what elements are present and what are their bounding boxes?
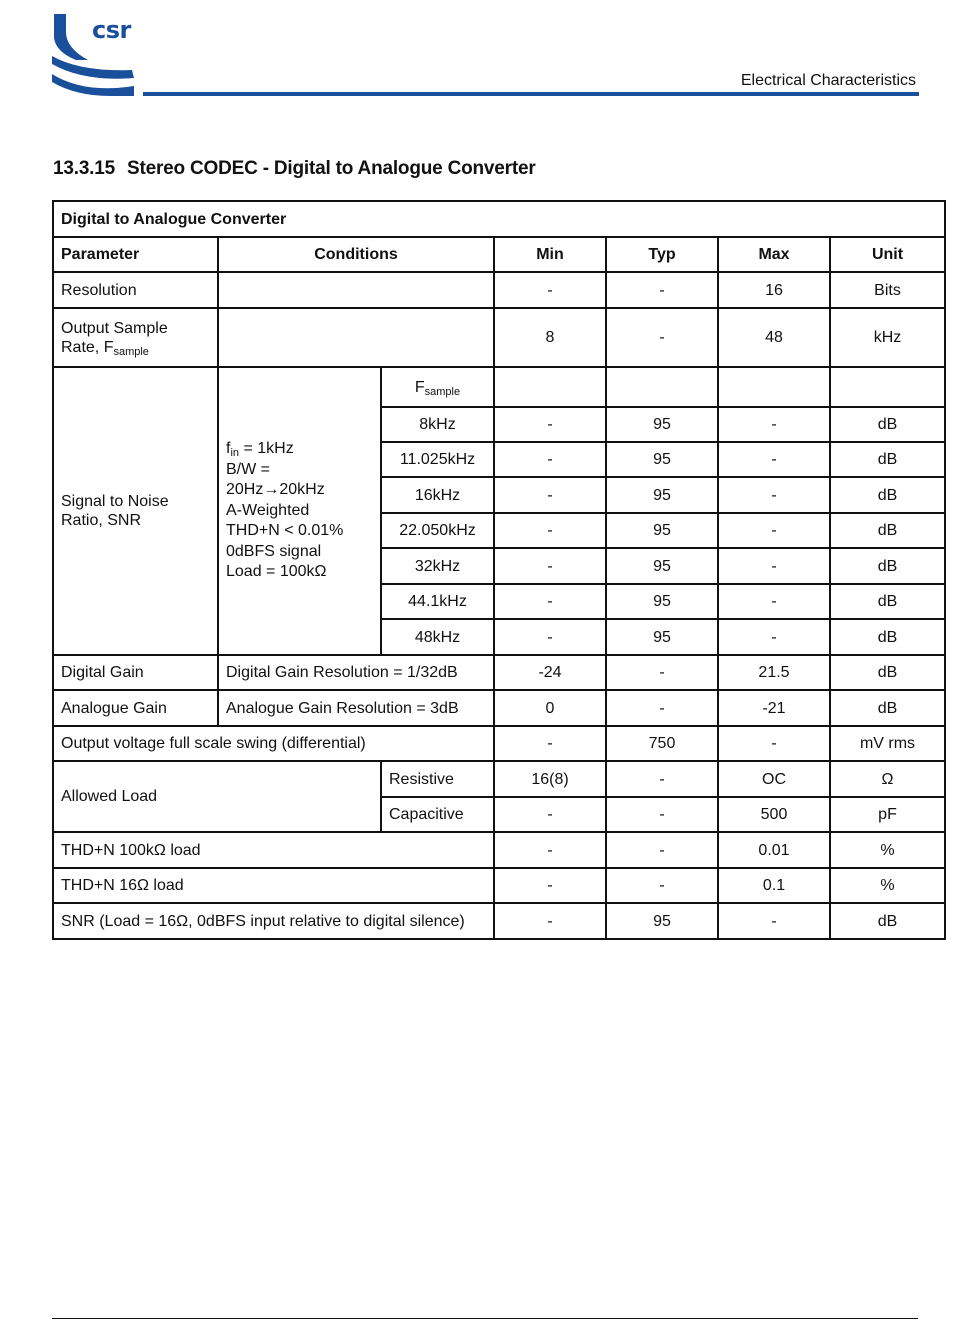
snr-typ: 95 <box>606 584 718 619</box>
analogue-gain-typ: - <box>606 690 718 726</box>
cond-snr-thd: THD+N < 0.01% <box>226 522 344 540</box>
allowed-load-capacitive-label: Capacitive <box>381 797 494 832</box>
snr-min: - <box>494 619 606 655</box>
snr-fs: 22.050kHz <box>381 513 494 548</box>
param-resolution: Resolution <box>53 272 218 308</box>
snr-unit: dB <box>830 584 945 619</box>
param-snr-line1: Signal to Noise <box>61 493 169 510</box>
snr-unit: dB <box>830 442 945 477</box>
param-snr-16: SNR (Load = 16Ω, 0dBFS input relative to digital silence) <box>53 903 494 939</box>
header-rule <box>143 92 919 96</box>
table-title: Digital to Analogue Converter <box>53 201 945 237</box>
digital-gain-typ: - <box>606 655 718 690</box>
cond-snr-signal: 0dBFS signal <box>226 542 322 560</box>
thd-16-max: 0.1 <box>718 868 830 903</box>
snr-fs: 8kHz <box>381 407 494 442</box>
param-sample-rate-line1: Output Sample <box>61 319 168 337</box>
col-header-min: Min <box>494 237 606 272</box>
cond-snr-weighting: A-Weighted <box>226 501 310 519</box>
thd-100k-min: - <box>494 832 606 868</box>
param-snr-line2: Ratio, SNR <box>61 512 142 529</box>
analogue-gain-min: 0 <box>494 690 606 726</box>
table-row <box>53 903 945 939</box>
table-row <box>53 832 945 868</box>
snr-min: - <box>494 407 606 442</box>
cond-sample-rate <box>218 308 494 367</box>
snr-max: - <box>718 442 830 477</box>
resistive-unit: Ω <box>830 761 945 797</box>
table-row <box>53 308 945 367</box>
resistive-min: 16(8) <box>494 761 606 797</box>
col-header-conditions: Conditions <box>218 237 494 272</box>
col-header-unit: Unit <box>830 237 945 272</box>
section-title: Stereo CODEC - Digital to Analogue Converter <box>127 158 536 179</box>
cond-snr-fin-value: = 1kHz <box>239 440 294 458</box>
output-swing-max: - <box>718 726 830 761</box>
param-allowed-load: Allowed Load <box>53 761 381 832</box>
table-row <box>53 690 945 726</box>
table-row <box>53 367 945 407</box>
param-snr <box>53 367 218 655</box>
cond-snr-fin-sub: in <box>230 447 240 460</box>
table-row <box>53 726 945 761</box>
capacitive-unit: pF <box>830 797 945 832</box>
snr-16-typ: 95 <box>606 903 718 939</box>
thd-100k-typ: - <box>606 832 718 868</box>
snr-max: - <box>718 513 830 548</box>
param-sample-rate <box>53 308 218 367</box>
param-thd-100k: THD+N 100kΩ load <box>53 832 494 868</box>
footer-rule <box>52 1318 918 1319</box>
sample-rate-typ: - <box>606 308 718 367</box>
param-sample-rate-line2 <box>61 338 210 357</box>
snr-16-max: - <box>718 903 830 939</box>
snr-max: - <box>718 407 830 442</box>
analogue-gain-max: -21 <box>718 690 830 726</box>
table-header-row <box>53 237 945 272</box>
param-digital-gain: Digital Gain <box>53 655 218 690</box>
capacitive-typ: - <box>606 797 718 832</box>
thd-100k-unit: % <box>830 832 945 868</box>
logo-wordmark: csr <box>92 16 131 44</box>
snr-typ: 95 <box>606 619 718 655</box>
fsample-header-min <box>494 367 606 407</box>
cond-resolution <box>218 272 494 308</box>
cond-analogue-gain: Analogue Gain Resolution = 3dB <box>218 690 494 726</box>
snr-fs: 44.1kHz <box>381 584 494 619</box>
thd-100k-max: 0.01 <box>718 832 830 868</box>
snr-min: - <box>494 584 606 619</box>
thd-16-unit: % <box>830 868 945 903</box>
cond-snr-range: 20Hz→20kHz <box>226 481 325 499</box>
table-row <box>53 655 945 690</box>
sample-rate-max: 48 <box>718 308 830 367</box>
snr-min: - <box>494 442 606 477</box>
param-thd-16: THD+N 16Ω load <box>53 868 494 903</box>
cond-snr-fin-label: f <box>226 440 231 458</box>
snr-unit: dB <box>830 407 945 442</box>
digital-gain-min: -24 <box>494 655 606 690</box>
sample-rate-unit: kHz <box>830 308 945 367</box>
cond-snr-fin <box>226 439 373 460</box>
resolution-unit: Bits <box>830 272 945 308</box>
snr-16-min: - <box>494 903 606 939</box>
fsample-header-sub: sample <box>424 385 461 398</box>
fsample-header-typ <box>606 367 718 407</box>
snr-typ: 95 <box>606 513 718 548</box>
section-label: Electrical Characteristics <box>740 72 916 89</box>
thd-16-typ: - <box>606 868 718 903</box>
capacitive-max: 500 <box>718 797 830 832</box>
thd-16-min: - <box>494 868 606 903</box>
output-swing-typ: 750 <box>606 726 718 761</box>
sample-rate-min: 8 <box>494 308 606 367</box>
fsample-header-max <box>718 367 830 407</box>
snr-unit: dB <box>830 513 945 548</box>
resistive-typ: - <box>606 761 718 797</box>
section-heading <box>53 158 536 180</box>
fsample-header-unit <box>830 367 945 407</box>
param-output-swing: Output voltage full scale swing (differential) <box>53 726 494 761</box>
table-title-row <box>53 201 945 237</box>
snr-unit: dB <box>830 619 945 655</box>
snr-min: - <box>494 513 606 548</box>
table-row <box>53 868 945 903</box>
cond-snr <box>218 367 381 655</box>
dac-spec-table <box>52 200 946 940</box>
cond-snr-load: Load = 100kΩ <box>226 563 327 581</box>
snr-max: - <box>718 619 830 655</box>
fsample-header <box>381 367 494 407</box>
snr-min: - <box>494 548 606 584</box>
snr-fs: 16kHz <box>381 477 494 513</box>
snr-typ: 95 <box>606 477 718 513</box>
snr-fs: 11.025kHz <box>381 442 494 477</box>
allowed-load-resistive-label: Resistive <box>381 761 494 797</box>
snr-typ: 95 <box>606 548 718 584</box>
analogue-gain-unit: dB <box>830 690 945 726</box>
snr-fs: 32kHz <box>381 548 494 584</box>
snr-unit: dB <box>830 477 945 513</box>
table-row <box>53 761 945 797</box>
snr-max: - <box>718 584 830 619</box>
resistive-max: OC <box>718 761 830 797</box>
section-number: 13.3.15 <box>53 158 115 179</box>
snr-max: - <box>718 548 830 584</box>
digital-gain-max: 21.5 <box>718 655 830 690</box>
cond-snr-bw: B/W = <box>226 460 271 478</box>
snr-typ: 95 <box>606 407 718 442</box>
col-header-parameter: Parameter <box>53 237 218 272</box>
fsample-header-label: F <box>414 378 425 396</box>
snr-min: - <box>494 477 606 513</box>
cond-digital-gain: Digital Gain Resolution = 1/32dB <box>218 655 494 690</box>
col-header-typ: Typ <box>606 237 718 272</box>
snr-max: - <box>718 477 830 513</box>
param-sample-rate-label: Rate, F <box>61 338 114 356</box>
snr-unit: dB <box>830 548 945 584</box>
param-analogue-gain: Analogue Gain <box>53 690 218 726</box>
resolution-typ: - <box>606 272 718 308</box>
col-header-max: Max <box>718 237 830 272</box>
output-swing-unit: mV rms <box>830 726 945 761</box>
snr-fs: 48kHz <box>381 619 494 655</box>
param-sample-rate-sub: sample <box>113 345 149 358</box>
resolution-min: - <box>494 272 606 308</box>
resolution-max: 16 <box>718 272 830 308</box>
digital-gain-unit: dB <box>830 655 945 690</box>
snr-typ: 95 <box>606 442 718 477</box>
output-swing-min: - <box>494 726 606 761</box>
table-row <box>53 272 945 308</box>
snr-16-unit: dB <box>830 903 945 939</box>
capacitive-min: - <box>494 797 606 832</box>
